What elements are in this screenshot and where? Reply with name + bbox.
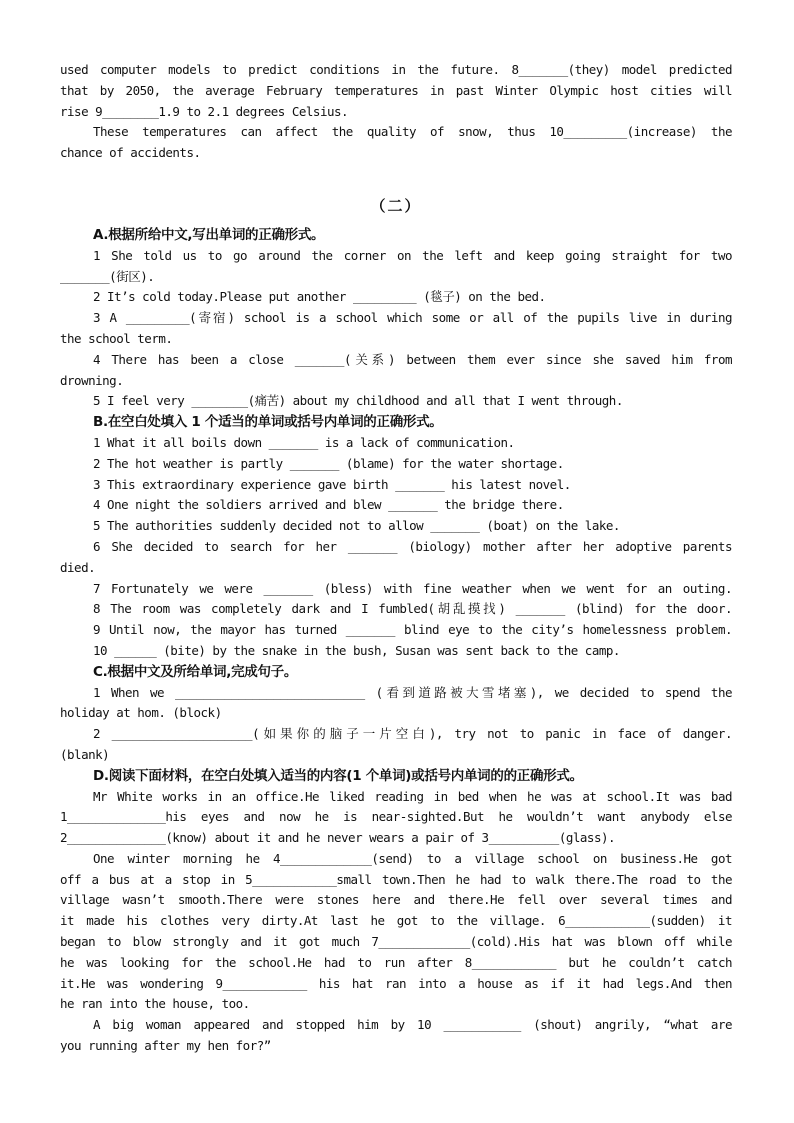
text-line: drowning. <box>60 372 124 388</box>
text-line: he ran into the house, too. <box>60 996 250 1012</box>
text-line: 5 The authorities suddenly decided not to allow _______ (boat) on the lake. <box>93 518 620 534</box>
section-c <box>60 662 732 766</box>
text-line: 2 ____________________(如果你的脑子一片空白), try not to panic in face of danger. <box>93 726 732 742</box>
text-line: One winter morning he 4_____________(send) to a village school on business.He got <box>93 850 732 866</box>
text-line: 4 One night the soldiers arrived and blew _______ the bridge there. <box>93 497 564 513</box>
text-line: off a bus at a stop in 5____________small town.Then he had to walk there.The road to the <box>60 871 732 887</box>
text-line: 2 It’s cold today.Please put another _________ (毯子) on the bed. <box>93 289 546 305</box>
section-a-heading: A.根据所给中文,写出单词的正确形式。 <box>93 226 325 243</box>
worksheet-page <box>60 60 732 1057</box>
text-line: died. <box>60 559 96 575</box>
text-line: 1 What it all boils down _______ is a lack of communication. <box>93 434 515 450</box>
text-line: 6 She decided to search for her _______ (biology) mother after her adoptive parents <box>93 538 732 554</box>
text-line: (blank) <box>60 746 110 762</box>
text-line: 1 She told us to go around the corner on the left and keep going straight for two <box>93 247 732 263</box>
text-line: 8 The room was completely dark and I fumbled(胡乱摸找) _______ (blind) for the door. <box>93 601 732 617</box>
text-line: rise 9________1.9 to 2.1 degrees Celsius. <box>60 103 349 119</box>
text-line: you running after my hen for?” <box>60 1038 271 1054</box>
text-line: used computer models to predict conditions in the future. 8_______(they) model predicted <box>60 62 732 77</box>
text-line: 2______________(know) about it and he never wears a pair of 3__________(glass). <box>60 830 616 846</box>
text-line: it.He was wondering 9____________ his hat ran into a house as if it had legs.And then <box>60 975 732 991</box>
section-b-heading: B.在空白处填入 1 个适当的单词或括号内单词的正确形式。 <box>93 414 443 431</box>
section-title: （二） <box>370 196 422 215</box>
text-line: that by 2050, the average February temperatures in past Winter Olympic host cities will <box>60 82 732 98</box>
text-line: chance of accidents. <box>60 145 201 161</box>
text-line: A big woman appeared and stopped him by 10 ___________ (shout) angrily, “what are <box>93 1017 732 1033</box>
text-line: the school term. <box>60 330 173 346</box>
section-c-heading: C.根据中文及所给单词,完成句子。 <box>93 663 298 680</box>
section-a <box>60 225 732 412</box>
section-b <box>60 412 732 662</box>
section-d <box>60 766 732 1057</box>
text-line: 4 There has been a close _______(关系) between them ever since she saved him from <box>93 351 732 367</box>
intro-passage <box>60 60 732 164</box>
text-line: 5 I feel very ________(痛苦) about my childhood and all that I went through. <box>93 393 623 409</box>
text-line: 9 Until now, the mayor has turned _______ blind eye to the city’s homelessness problem. <box>93 622 732 638</box>
text-line: began to blow strongly and it got much 7_____________(cold).His hat was blown off while <box>60 934 732 950</box>
text-line: village wasn’t smooth.There were stones here and there.He fell over several times and <box>60 892 732 908</box>
text-line: _______(街区). <box>60 268 155 284</box>
text-line: 3 This extraordinary experience gave birth _______ his latest novel. <box>93 476 571 492</box>
section-d-heading: D.阅读下面材料，在空白处填入适当的内容(1 个单词)或括号内单词的的正确形式。 <box>93 767 583 784</box>
text-line: 7 Fortunately we were _______ (bless) with fine weather when we went for an outing. <box>93 580 732 596</box>
text-line: 10 ______ (bite) by the snake in the bush, Susan was sent back to the camp. <box>93 642 620 658</box>
text-line: 2 The hot weather is partly _______ (blame) for the water shortage. <box>93 455 564 471</box>
text-line: 1 When we ___________________________ (看到道路被大雪堵塞), we decided to spend the <box>93 684 732 700</box>
text-line: 1______________his eyes and now he is near-sighted.But he wouldn’t want anybody else <box>60 809 732 825</box>
text-line: 3 A _________(寄宿) school is a school which some or all of the pupils live in during <box>93 310 732 326</box>
text-line: he was looking for the school.He had to run after 8____________ but he couldn’t catch <box>60 954 732 970</box>
text-line: These temperatures can affect the quality of snow, thus 10_________(increase) the <box>93 124 732 140</box>
text-line: it made his clothes very dirty.At last he got to the village. 6____________(sudden) it <box>60 913 732 929</box>
text-line: holiday at hom. (block) <box>60 705 222 721</box>
text-line: Mr White works in an office.He liked reading in bed when he was at school.It was bad <box>93 788 732 804</box>
